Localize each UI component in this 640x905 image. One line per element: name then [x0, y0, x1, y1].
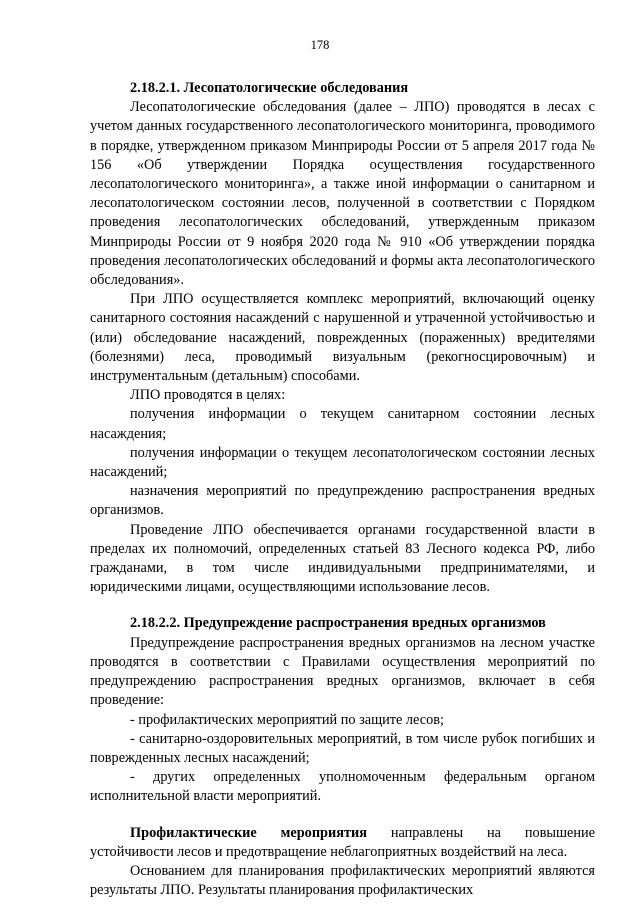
paragraph: Проведение ЛПО обеспечивается органами государственной власти в пределах их полномочий, определенных статьей 83 Лесного кодекса РФ, либо гражданами, в том числе индивидуальными предпринимателями, и юридическими лицами, осуществляющими использование лесов.	[90, 521, 595, 596]
list-item: получения информации о текущем санитарном состоянии лесных насаждения;	[90, 406, 595, 442]
paragraph: ЛПО проводятся в целях:	[130, 387, 286, 404]
list-item: - профилактических мероприятий по защите лесов;	[130, 711, 444, 728]
paragraph-text: направлены на повышение устойчивости лесов и предотвращение неблагоприятных воздействий на леса.	[90, 824, 595, 860]
paragraph: Основанием для планирования профилактических мероприятий являются результаты ЛПО. Результаты планирования профилактических	[90, 862, 595, 899]
paragraph-preventive-measures	[90, 824, 595, 862]
section-heading-forest-pathology-surveys: 2.18.2.1. Лесопатологические обследования	[130, 80, 409, 96]
paragraph: Лесопатологические обследования (далее – ЛПО) проводятся в лесах с учетом данных государственного лесопатологического мониторинга, проводимого в порядке, утвержденном приказом Минприроды России от 5 апреля 2017 года № 156 «Об утверждении Порядка осуществления государственного лесопатологического мониторинга», а также иной информации о санитарном и лесопатологическом состоянии лесов, полученной в соответствии с Порядком проведения лесопатологических обследований, утвержденным приказом Минприроды России от 9 ноября 2020 года № 910 «Об утверждении порядка проведения лесопатологических обследований и формы акта лесопатологического обследования».	[90, 99, 595, 289]
section-heading-pest-spread-prevention: 2.18.2.2. Предупреждение распространения вредных организмов	[130, 615, 546, 632]
paragraph: При ЛПО осуществляется комплекс мероприятий, включающий оценку санитарного состояния насаждений с нарушенной и утраченной устойчивостью и (или) обследование насаждений, поврежденных (пораженных) вредителями (болезнями) леса, проводимый визуальным (рекогносцировочным) и инструментальным (детальным) способами.	[90, 291, 595, 385]
list-item: - санитарно-оздоровительных мероприятий, в том числе рубок погибших и поврежденных лесных насаждений;	[90, 730, 595, 766]
list-item: - других определенных уполномоченным федеральным органом исполнительной власти мероприятий.	[90, 769, 595, 805]
list-item: назначения мероприятий по предупреждению распространения вредных организмов.	[90, 483, 595, 519]
list-item: получения информации о текущем лесопатологическом состоянии лесных насаждений;	[90, 444, 595, 481]
spacer	[90, 807, 595, 824]
spacer	[90, 597, 595, 614]
page-number: 178	[310, 38, 330, 52]
paragraph: Предупреждение распространения вредных организмов на лесном участке проводятся в соответствии с Правилами осуществления мероприятий по предупреждению распространения вредных организмов, включает в себя проведение:	[90, 634, 595, 709]
bold-term: Профилактические мероприятия	[130, 824, 367, 841]
document-body	[90, 79, 595, 900]
